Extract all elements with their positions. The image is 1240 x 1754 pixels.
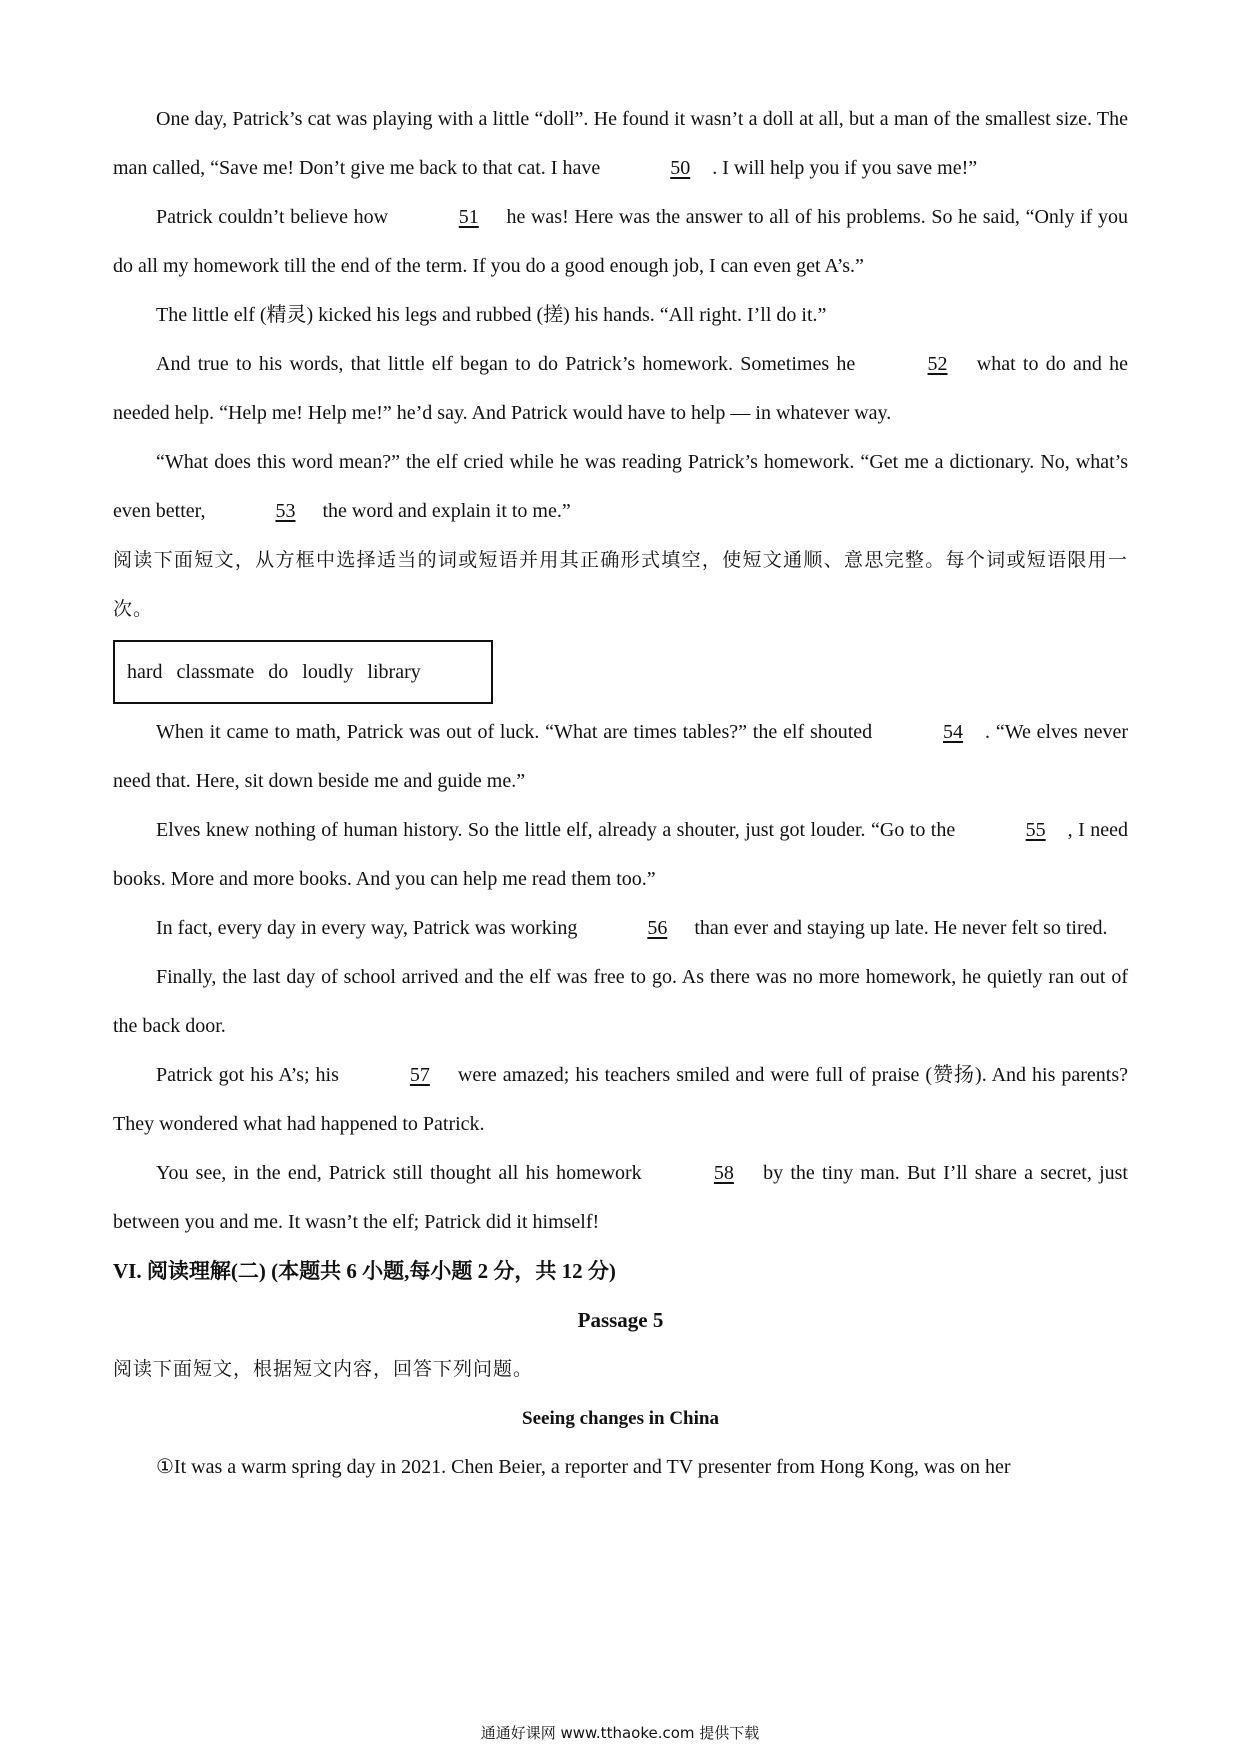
paragraph-article-1: ①It was a warm spring day in 2021. Chen Beier, a reporter and TV presenter from Hong Kong, was on her — [156, 1456, 1011, 1478]
word-box-item: do — [268, 660, 289, 683]
paragraph-6 — [113, 708, 1128, 806]
blank-56: 56 — [647, 917, 668, 939]
text: Elves knew nothing of human history. So the little elf, already a shouter, just got louder. “Go to the — [156, 819, 961, 841]
paragraph-4 — [113, 340, 1128, 438]
word-box-item: hard — [127, 660, 163, 683]
section-title: VI. 阅读理解(二) (本题共 6 小题,每小题 2 分，共 12 分) — [113, 1259, 616, 1283]
paragraph-9: Finally, the last day of school arrived and the elf was free to go. As there was no more homework, he quietly ran out of the back door. — [113, 966, 1128, 1037]
text: And true to his words, that little elf began to do Patrick’s homework. Sometimes he — [156, 353, 863, 375]
cloze-instruction: 阅读下面短文，从方框中选择适当的词或短语并用其正确形式填空，使短文通顺、意思完整。每个词或短语限用一次。 — [113, 549, 1128, 620]
blank-53: 53 — [275, 500, 296, 522]
paragraph-7 — [113, 806, 1128, 904]
word-box-item: classmate — [176, 660, 255, 683]
text: . “We elves never need that. Here, sit down beside me and guide me.” — [113, 721, 1128, 792]
blank-51: 51 — [458, 206, 479, 228]
text: Patrick couldn’t believe how — [156, 206, 394, 228]
word-box — [113, 640, 493, 704]
text: In fact, every day in every way, Patrick was working — [156, 917, 583, 939]
article-title: Seeing changes in China — [522, 1408, 719, 1429]
text: he was! Here was the answer to all of his problems. So he said, “Only if you do all my homework till the end of the term. If you do a good enough job, I can even get A’s.” — [113, 206, 1128, 277]
blank-55: 55 — [1025, 819, 1046, 841]
paragraph-5 — [113, 438, 1128, 536]
blank-57: 57 — [409, 1064, 430, 1086]
paragraph-10 — [113, 1051, 1128, 1149]
text: “What does this word mean?” the elf cried while he was reading Patrick’s homework. “Get me a dictionary. No, what’s even better, — [113, 451, 1128, 522]
footer-watermark: 通通好课网 www.tthaoke.com 提供下载 — [480, 1724, 760, 1742]
text: were amazed; his teachers smiled and were full of praise (赞扬). And his parents? They wondered what had happened to Patrick. — [113, 1064, 1129, 1135]
paragraph-1 — [113, 95, 1128, 193]
text: , I need books. More and more books. And you can help me read them too.” — [113, 819, 1128, 890]
text: . I will help you if you save me!” — [712, 157, 978, 179]
blank-50: 50 — [670, 157, 691, 179]
text: One day, Patrick’s cat was playing with a little “doll”. He found it wasn’t a doll at all, but a man of the smallest size. The man called, “Save me! Don’t give me back to that cat. I have — [113, 108, 1128, 179]
paragraph-8 — [113, 904, 1128, 953]
word-box-item: loudly — [302, 660, 354, 683]
paragraph-11 — [113, 1149, 1128, 1247]
document-page — [113, 95, 1128, 1492]
blank-54: 54 — [943, 721, 963, 743]
text: When it came to math, Patrick was out of luck. “What are times tables?” the elf shouted — [156, 721, 878, 743]
reading-instruction: 阅读下面短文，根据短文内容，回答下列问题。 — [113, 1358, 534, 1380]
word-box-item: library — [367, 660, 421, 683]
text: by the tiny man. But I’ll share a secret, just between you and me. It wasn’t the elf; Patrick did it himself! — [113, 1162, 1128, 1233]
passage-label: Passage 5 — [577, 1308, 664, 1332]
paragraph-3: The little elf (精灵) kicked his legs and rubbed (搓) his hands. “All right. I’ll do it.” — [156, 304, 827, 326]
paragraph-2 — [113, 193, 1128, 291]
text: Patrick got his A’s; his — [156, 1064, 345, 1086]
text: what to do and he needed help. “Help me! Help me!” he’d say. And Patrick would have to help — in whatever way. — [113, 353, 1129, 424]
blank-52: 52 — [927, 353, 948, 375]
blank-58: 58 — [713, 1162, 734, 1184]
text: the word and explain it to me.” — [317, 500, 571, 522]
text: than ever and staying up late. He never felt so tired. — [689, 917, 1108, 939]
text: You see, in the end, Patrick still thought all his homework — [156, 1162, 649, 1184]
